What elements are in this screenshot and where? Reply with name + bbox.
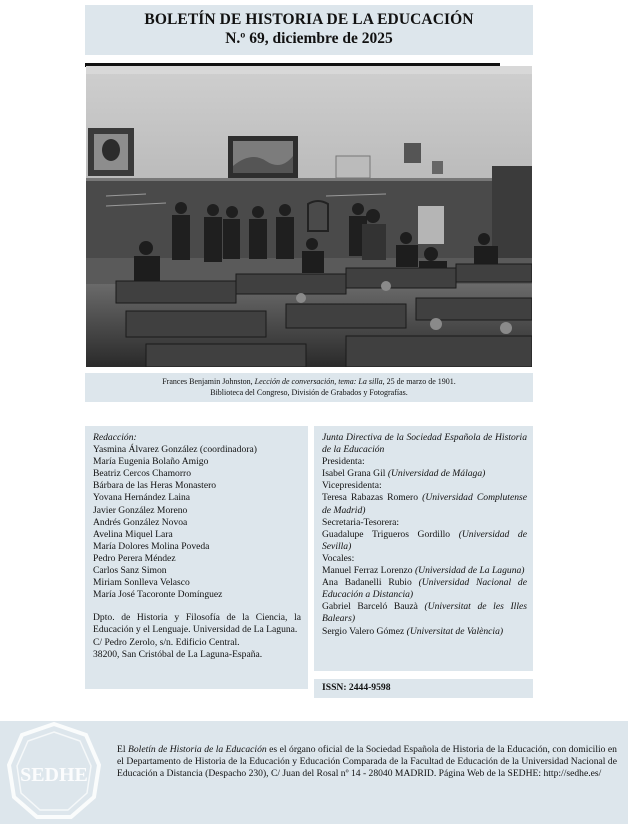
vicepresidenta-institution: (Universidad Complutense de Madrid) xyxy=(322,492,527,516)
redaccion-member: Yasmina Álvarez González (coordinadora) xyxy=(93,444,257,456)
vocal-institution: (Universitat de València) xyxy=(406,625,504,637)
caption-date: , 25 de marzo de 1901. xyxy=(382,377,456,386)
vicepresidenta-label: Vicepresidenta: xyxy=(322,480,382,492)
classroom-photo-illustration xyxy=(86,66,532,367)
vocal-institution: (Universitat de les Illes Balears) xyxy=(322,601,527,625)
board-of-directors-panel xyxy=(314,426,533,671)
vocal-name: Manuel Ferraz Lorenzo xyxy=(322,565,415,577)
secretaria-entry xyxy=(322,529,527,553)
vocal-entry xyxy=(322,577,527,601)
issn-label: ISSN: 2444-9598 xyxy=(314,679,533,698)
secretaria-institution: (Universidad de Sevilla) xyxy=(322,528,527,552)
redaccion-member: Beatriz Cercos Chamorro xyxy=(93,468,192,480)
vocales-label: Vocales: xyxy=(322,552,355,564)
footer-body: es el órgano oficial de la Sociedad Española de Historia de la Educación, con domicilio en el Departamento de Historia de la Educación y Educación Comparada de la Facultad de Educación de la Universidad Nacional de Educación a Distancia (Despacho 230), C/ Juan del Rosal nº 14 - 28040 MADRID. Página Web de la SEDHE: http://sedhe.es/ xyxy=(117,744,617,780)
caption-line-2: Biblioteca del Congreso, División de Grabados y Fotografías. xyxy=(210,387,408,397)
logo-text: SEDHE xyxy=(20,764,88,786)
presidenta-entry xyxy=(322,468,527,480)
editorial-board-panel xyxy=(85,426,308,689)
presidenta-institution: (Universidad de Málaga) xyxy=(387,468,486,480)
title-box xyxy=(85,5,533,55)
junta-heading: Junta Directiva de la Sociedad Española de Historia de la Educación xyxy=(322,432,527,456)
redaccion-member: Pedro Perera Méndez xyxy=(93,552,176,564)
redaccion-member: Bárbara de las Heras Monastero xyxy=(93,480,217,492)
vocal-entry xyxy=(322,626,527,638)
issue-number: N.º 69, diciembre de 2025 xyxy=(225,30,393,47)
caption-work-title: Lección de conversación, tema: La silla xyxy=(254,377,383,386)
vocal-name: Sergio Valero Gómez xyxy=(322,625,407,637)
vocal-institution: (Universidad Nacional de Educación a Distancia) xyxy=(322,577,527,601)
redaccion-member: Yovana Hernández Laina xyxy=(93,492,191,504)
vocal-name: Gabriel Barceló Bauzà xyxy=(322,601,425,613)
presidenta-name: Isabel Grana Gil xyxy=(322,468,388,480)
sedhe-logo xyxy=(6,721,102,821)
footer-journal-name: Boletín de Historia de la Educación xyxy=(128,744,267,755)
vocal-institution: (Universidad de La Laguna) xyxy=(414,565,525,577)
cover-photograph xyxy=(86,66,532,367)
journal-title: BOLETÍN DE HISTORIA DE LA EDUCACIÓN xyxy=(144,11,474,28)
caption-author: Frances Benjamin Johnston, xyxy=(162,377,255,386)
address-line-1: C/ Pedro Zerolo, s/n. Edificio Central. xyxy=(93,636,240,648)
redaccion-member: Miriam Sonlleva Velasco xyxy=(93,577,190,589)
redaccion-member: Carlos Sanz Simon xyxy=(93,565,167,577)
secretaria-name: Guadalupe Trigueros Gordillo xyxy=(322,528,459,540)
redaccion-member: Andrés González Novoa xyxy=(93,516,188,528)
address-line-2: 38200, San Cristóbal de La Laguna-España. xyxy=(93,648,263,660)
redaccion-member: María José Tacoronte Domínguez xyxy=(93,589,223,601)
caption-line-1 xyxy=(85,377,533,388)
vocal-name: Ana Badanelli Rubio xyxy=(322,577,419,589)
department-text: Dpto. de Historia y Filosofía de la Ciencia, la Educación y el Lenguaje. Universidad de La Laguna. xyxy=(93,612,301,636)
redaccion-member: Javier González Moreno xyxy=(93,504,188,516)
vocal-entry xyxy=(322,565,527,577)
redaccion-member: Avelina Miquel Lara xyxy=(93,528,173,540)
footer-pre: El xyxy=(117,744,129,755)
secretaria-label: Secretaria-Tesorera: xyxy=(322,516,400,528)
vocal-entry xyxy=(322,601,527,625)
vicepresidenta-entry xyxy=(322,492,527,516)
photo-caption xyxy=(85,373,533,402)
redaccion-heading: Redacción: xyxy=(93,432,137,443)
redaccion-member: María Dolores Molina Poveda xyxy=(93,540,210,552)
vicepresidenta-name: Teresa Rabazas Romero xyxy=(322,492,423,504)
presidenta-label: Presidenta: xyxy=(322,456,365,468)
redaccion-member: María Eugenia Bolaño Amigo xyxy=(93,456,209,468)
footer-description xyxy=(117,744,617,780)
